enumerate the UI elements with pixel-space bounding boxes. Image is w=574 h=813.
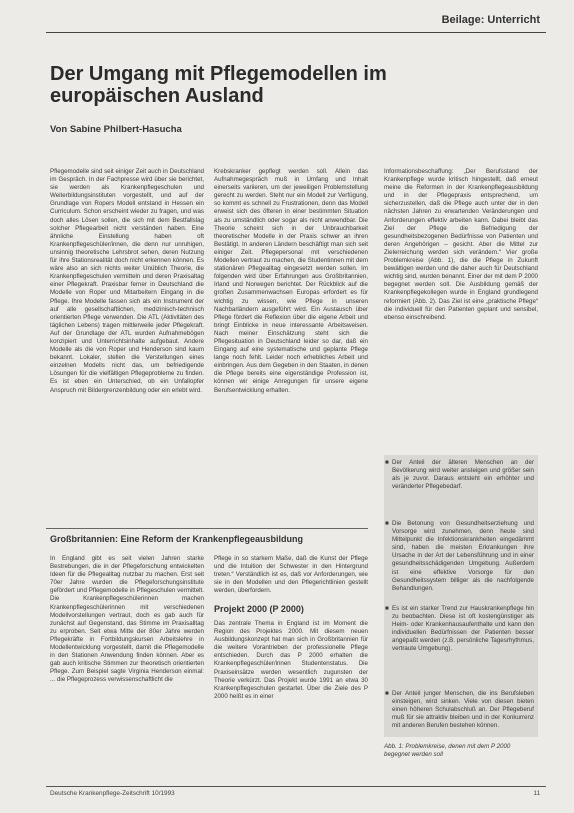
body-column-1: [50, 168, 204, 523]
bullet-icon: ■: [385, 605, 389, 612]
body-paragraph: Krebskranker gepflegt werden soll. Allein das Aufnahmegespräch muß in Umfang und Inhalt einerseits variieren, um der jeweiligen Problemstellung gerecht zu werden. Steht nur ein Modell zur Verfügung, so kommt es schnell zu Frustrationen, denn das Modell erweist sich des öfteren in einer bestimmten Situation als zu umständlich oder sogar als nicht anwendbar. Die Theorie scheint sich in der Unbrauchbarkeit theoretischer Modelle in der Praxis schwer an ihren Bestätigt. In anderen Ländern beschäftigt man sich seit einiger Zeit. Pflegepersonal mit verschiedenen Modellen vertraut zu machen, die Studentinnen mit dem stationären Pflegealltag eingesetzt werden sollen. Im folgenden wird über Erfahrungen aus Großbritannien, Irland und Norwegen berichtet. Der Rückblick auf die großen Zusammenwachsen Europas erfordert es für wichtig zu wissen, wie Pflege in unseren Nachbarländern ausgeführt wird. Ein Austausch über Pflege fördert die Reflexion über die eigene Arbeit und bringt Einblicke in neue interessante Arbeitsweisen. Nach meiner Einschätzung steht sich die Pflegesituation in Deutschland leider so dar, daß ein Eingang auf eine systematische und geplante Pflege lange noch fehlt. Leider noch erhebliches Arbeit und einbringen. Aus dem Gegeben in den Staaten, in denen die Pflege bereits eine eigenständige Profession ist, können wir einige Anregungen für unsere eigene Berufsentwicklung erhalten.: [214, 168, 368, 394]
section-rule: [46, 528, 368, 529]
body-paragraph: Pflege in so starkem Maße, daß die Kunst der Pflege und die Intuition der Schwester in den Hintergrund treten.“ Verständlich ist es, daß vor Anforderungen, wie sie in den Modellen und den Pflegerichtlinien gestellt werden, überfordern.: [214, 555, 368, 595]
bullet-icon: ■: [385, 520, 389, 527]
bullet-text: Es ist ein starker Trend zur Hauskrankenpflege hin zu beobachten. Diese ist oft kostengünstiger als Heim- oder Krankenhausaufenthalte und kann den individuellen Bedürfnissen der Patienten besser angepaßt werden (z.B. persönliche Tagesrhythmus, vertraute Umgebung).: [392, 605, 534, 653]
bullet-text: Der Anteil der älteren Menschen an der Bevölkerung wird weiter ansteigen und größer sein als je zuvor. Daraus entsteht ein erhöhter und veränderter Pflegebedarf.: [392, 459, 534, 491]
author-byline: Von Sabine Philbert-Hasucha: [50, 124, 182, 135]
body-paragraph: Das zentrale Thema in England ist im Moment die Region des Projektes 2000. Mit diesem neuen Ausbildungskonzept hat man sich in Großbritannien für die weitere Vorantrieben der professionelle Pflege entschieden. Durch das P 2000 erhalten die Krankenpflegeschüler/innen Studentenstatus. Die Praxiseinsätze werden wesentlich zugunsten der Theorie verkürzt. Das Projekt wurde 1991 an etwa 30 Krankenpflegeschulen gestartet. Über die Ziele des P 2000 heißt es in einer: [214, 620, 368, 700]
bullet-text: Der Anteil junger Menschen, die ins Berufsleben einsteigen, wird sinken. Viele von diesen bieten einen höheren Schulabschluß an. Der Pflegeberuf muß für sie attraktiv bleiben und in der Konkurrenz mit anderen Berufen bestehen können.: [392, 690, 534, 730]
body-column-3: [384, 168, 538, 450]
subheading: Großbritannien: Eine Reform der Krankenpflegeausbildung: [50, 534, 304, 544]
bullet-item: [385, 605, 534, 654]
body-paragraph: Pflegemodelle sind seit einiger Zeit auch in Deutschland im Gespräch. In der Fachpresse wird über sie berichtet, sie werden als Krankenpflegeschulen und Weiterbildungsinstituten vorgestellt, und auf der Grundlage von Ropers Modell entstand in Hessen ein Curriculum. Schon erscheint wieder zu fragen, und was doch alles Lösen sollen, die sich mit dem Bestfallslag solcher Pflegearbeit nicht verständen haben. Eine ähnliche Einstellung haben oft Krankenpflegeschüler/innen, die denn nur unruhigen, unsinnig theoretische Lehrsbrot sehen, deren Nutzung für ihre Stationsrealität doch nicht erkennen können. Es wäre also an sich nichts weiter Unüblich Theorie, die Krankenpflegeschulen vermitteln und deren Praxisaltag einer Pflegekraft. Praxisbar ferner in Deutschland die Modelle von Roper und Mitarbeitern Eingang in die Pflege. Ihre Modelle fassen sich als ein Instrument der auf alle gesellschaftlichen, medizinisch-technisch orientierten Pflege verwenden. Die ATL (Aktivitäten des täglichen Lebens) tragen mittlerweile jeder Pflegekraft. Auf der Grundlage der ATL wurden Aufnahmebögen konzipiert und Unterrichtsinhalte aufgebaut. Andere Modelle als die von Roper und Henderson sind kaum bekannt. Lokaler, stellen die Verstellungen eines einzelnen Modells nicht das, um befriedigende Lösungen für die vielfältigen Pflegeprobleme zu finden. Es ist eben ein Unterschied, ob ein Unfallopfer Anspruch mit Bildergrenzenbildung oder ein erlebt wird.: [50, 168, 204, 394]
section-label: Beilage: Unterricht: [441, 14, 540, 26]
top-rule: [46, 32, 546, 33]
article-headline: Der Umgang mit Pflegemodellen im europäischen Ausland: [50, 63, 387, 107]
body-column-2: [214, 168, 368, 433]
body-column-4: [50, 555, 204, 777]
footer-rule: [46, 786, 546, 787]
footer-source: Deutsche Krankenpflege-Zeitschrift 10/1993: [50, 790, 175, 797]
bullet-icon: ■: [385, 459, 389, 466]
body-column-6: [214, 620, 368, 780]
bullet-item: [385, 459, 534, 491]
page-number: 11: [533, 790, 540, 797]
body-column-5: [214, 555, 368, 597]
projekt-heading: Projekt 2000 (P 2000): [214, 604, 304, 614]
bullet-item: [385, 690, 534, 730]
bullet-item: [385, 520, 534, 593]
bullet-text: Die Betonung von Gesundheitserziehung und Vorsorge wird zunehmen, denn heute sind Mittelpunkt die Infektionskrankheiten eingedämmt sind, haben die meisten Erkrankungen ihre Ursache in der Art der Lebensführung und in einer gesundheitsschädigenden Umgebung. Außerdem ist eine effektive Vorsorge für den Gesundheitssystem billiger als die nachfolgende Behandlungen.: [392, 520, 534, 592]
body-paragraph: Informationsbeschaffung: „Der Berufsstand der Krankenpflege wurde kritisch hingestellt, daß erneut meine die Reformen in der Krankenpflegeausbildung und in der Pflegepraxis entsprechend, um sicherzustellen, daß die Pflege auch unter der in den nächsten Jahren zu erwartenden Veränderungen und Anforderungen effektiv arbeiten kann. Dabei bleibt das Ziel der Pflege die Befriedigung der gesundheitsbezogenen Bedürfnisse von Patienten und deren Angehörigen – gesicht. Aber die Mittel zur Zielerreichung werden sich verändern.“ Vier große Problemkreise (Abb. 1), die die Pflege in Zukunft bewältigen werden und die daher auch für Deutschland wichtig sind, wurden benannt. Einer der mit dem P 2000 begegnet werden soll. Die Ausbildung gemäß der Krankenpflegekollegen wurde in England grundlegend reformiert (Abb. 2). Das Ziel ist eine „praktische Pflege“ die individuell für den Patienten geplant und sensibel, ebenso einschreibend.: [384, 168, 538, 321]
body-paragraph: In England gibt es seit vielen Jahren starke Bestrebungen, die in der Pflegeforschung entwickelten Ideen für die Pflegealltag nutzbar zu machen. Erst seit 70er Jahre wurden die Pflegeforschungsinstitute gefördert und Pflegemodelle in Pflegeschulen vermittelt. Die Krankenpflegeschülerinnen machen Krankenpflegeschülerinnen mit verschiedenen Modellvorstellungen vertraut, doch es gab auch für zunächst auf Gegenstand, das Stimme im Praxisalltag zu erproben. Seit etwa Mitte der 80er Jahre werden Pflegekräfte in Fortbildungskursen Arbeitslehre in Modellentwicklung vorgestellt, damit die Pflegemodelle in den Stationen Anwendung finden können. Aber es gab auch kritische Stimmen zur theoretisch orientierten Pflege. Zum Beispiel sagte Virginia Henderson einmal: ... die Pflegeprozess verwissenschaftlicht die: [50, 555, 204, 684]
bullet-icon: ■: [385, 690, 389, 697]
figure-caption: Abb. 1: Problemkreise, denen mit dem P 2000 begegnet werden soll: [384, 743, 511, 758]
